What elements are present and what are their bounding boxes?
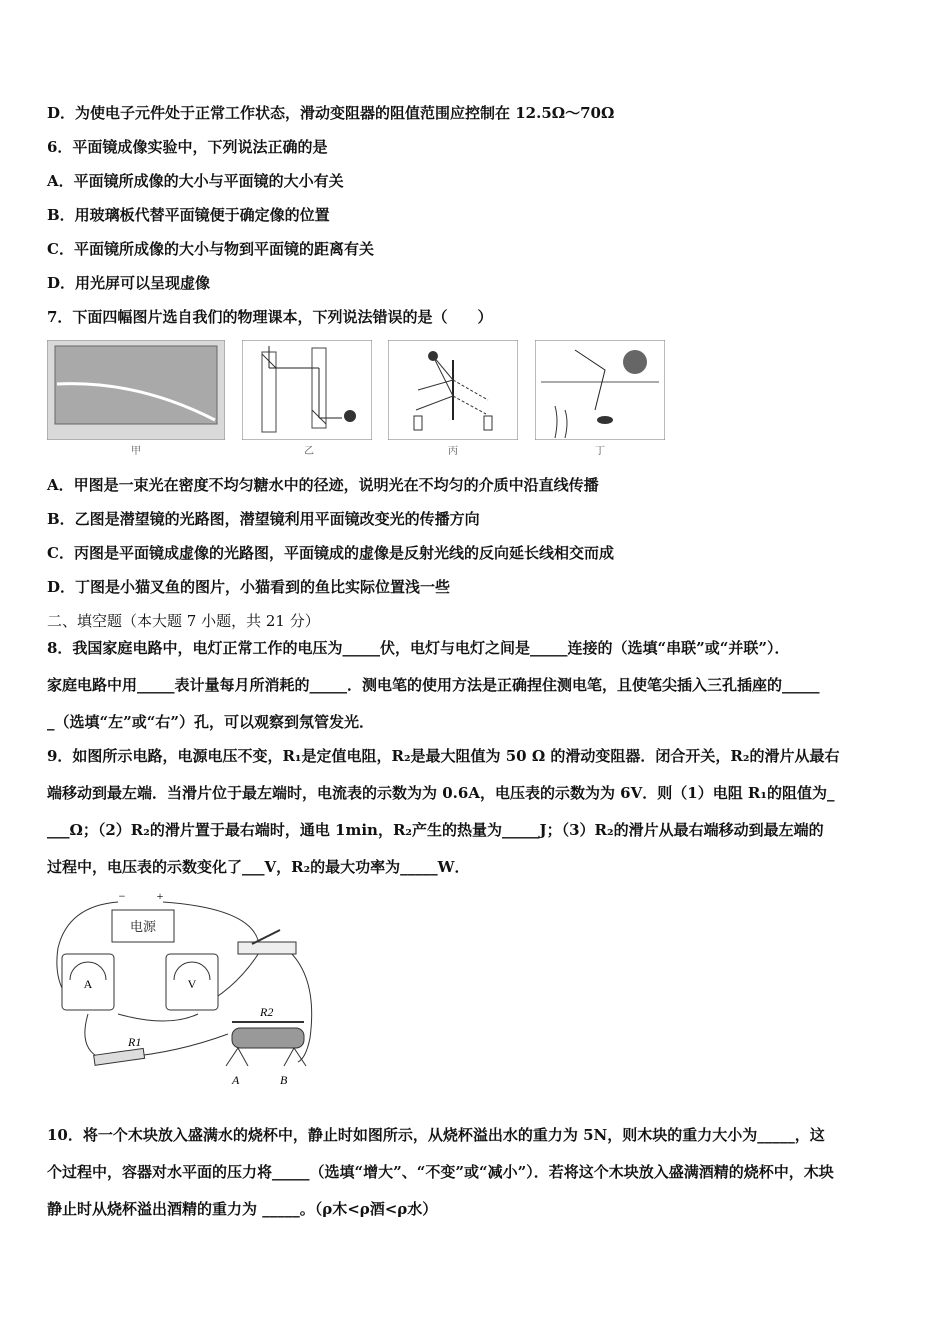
minus-label: − [118, 889, 126, 903]
section-2-title: 二、填空题（本大题 7 小题，共 21 分） [47, 612, 320, 630]
q6-option-c: C．平面镜所成像的大小与物到平面镜的距离有关 [47, 240, 374, 258]
q9-line-4: 过程中，电压表的示数变化了___V，R₂的最大功率为_____W． [47, 858, 470, 876]
r1-label: R1 [128, 1035, 142, 1049]
ammeter-label: A [83, 977, 93, 991]
q8-line-2: 家庭电路中用_____表计量每月所消耗的_____．测电笔的使用方法是正确捏住测电笔，且使笔尖插入三孔插座的_____ [47, 676, 820, 694]
q5-option-d: D．为使电子元件处于正常工作状态，滑动变阻器的阻值范围应控制在 12.5Ω～70Ω [47, 104, 615, 122]
q10-line-2: 个过程中，容器对水平面的压力将_____（选填“增大”、“不变”或“减小”）．若将这个木块放入盛满酒精的烧杯中，木块 [47, 1163, 834, 1181]
q10-line-1: 10．将一个木块放入盛满水的烧杯中，静止时如图所示，从烧杯溢出水的重力为 5N，则木块的重力大小为_____，这 [47, 1126, 825, 1144]
power-source-label: 电源 [129, 919, 157, 934]
q7-figure-jia [47, 340, 225, 457]
q6-stem: 6．平面镜成像实验中，下列说法正确的是 [47, 138, 328, 156]
voltmeter-label: V [187, 977, 197, 991]
q6-option-a: A．平面镜所成像的大小与平面镜的大小有关 [47, 172, 344, 190]
q7-caption-bing: 丙 [448, 446, 458, 457]
q9-line-1: 9．如图所示电路，电源电压不变，R₁是定值电阻，R₂是最大阻值为 50 Ω 的滑动变阻器．闭合开关，R₂的滑片从最右 [47, 747, 840, 765]
q7-caption-ding: 丁 [595, 446, 605, 457]
q7-option-c: C．丙图是平面镜成虚像的光路图，平面镜成的虚像是反射光线的反向延长线相交而成 [47, 544, 614, 562]
q7-figure-ding [535, 340, 665, 457]
q6-option-b: B．用玻璃板代替平面镜便于确定像的位置 [47, 206, 330, 224]
q7-figure-bing [388, 340, 518, 457]
terminal-a-label: A [232, 1073, 240, 1087]
q8-line-1: 8．我国家庭电路中，电灯正常工作的电压为_____伏，电灯与电灯之间是_____连接的（选填“串联”或“并联”）． [47, 639, 790, 657]
q9-line-3: ___Ω；（2）R₂的滑片置于最右端时，通电 1min，R₂产生的热量为_____J；（3）R₂的滑片从最右端移动到最左端的 [47, 821, 824, 839]
q7-stem: 7．下面四幅图片选自我们的物理课本，下列说法错误的是（ ） [47, 308, 493, 326]
terminal-b-label: B [280, 1073, 288, 1087]
q7-option-d: D．丁图是小猫叉鱼的图片，小猫看到的鱼比实际位置浅一些 [47, 578, 451, 596]
q9-line-2: 端移动到最左端．当滑片位于最左端时，电流表的示数为为 0.6A，电压表的示数为为 6V．则（1）电阻 R₁的阻值为_ [47, 784, 835, 802]
q7-option-a: A．甲图是一束光在密度不均匀糖水中的径迹，说明光在不均匀的介质中沿直线传播 [47, 476, 599, 494]
q9-circuit-figure [48, 888, 330, 1088]
q6-option-d: D．用光屏可以呈现虚像 [47, 274, 211, 292]
q7-caption-jia: 甲 [131, 446, 141, 457]
q10-line-3: 静止时从烧杯溢出酒精的重力为 _____。（ρ木<ρ酒<ρ水） [47, 1200, 438, 1218]
r2-label: R2 [260, 1005, 274, 1019]
q7-caption-yi: 乙 [304, 446, 314, 457]
q7-figure-yi [242, 340, 372, 457]
plus-label: + [156, 889, 164, 903]
q8-line-3: _（选填“左”或“右”）孔，可以观察到氖管发光． [47, 713, 375, 731]
q7-option-b: B．乙图是潜望镜的光路图，潜望镜利用平面镜改变光的传播方向 [47, 510, 480, 528]
